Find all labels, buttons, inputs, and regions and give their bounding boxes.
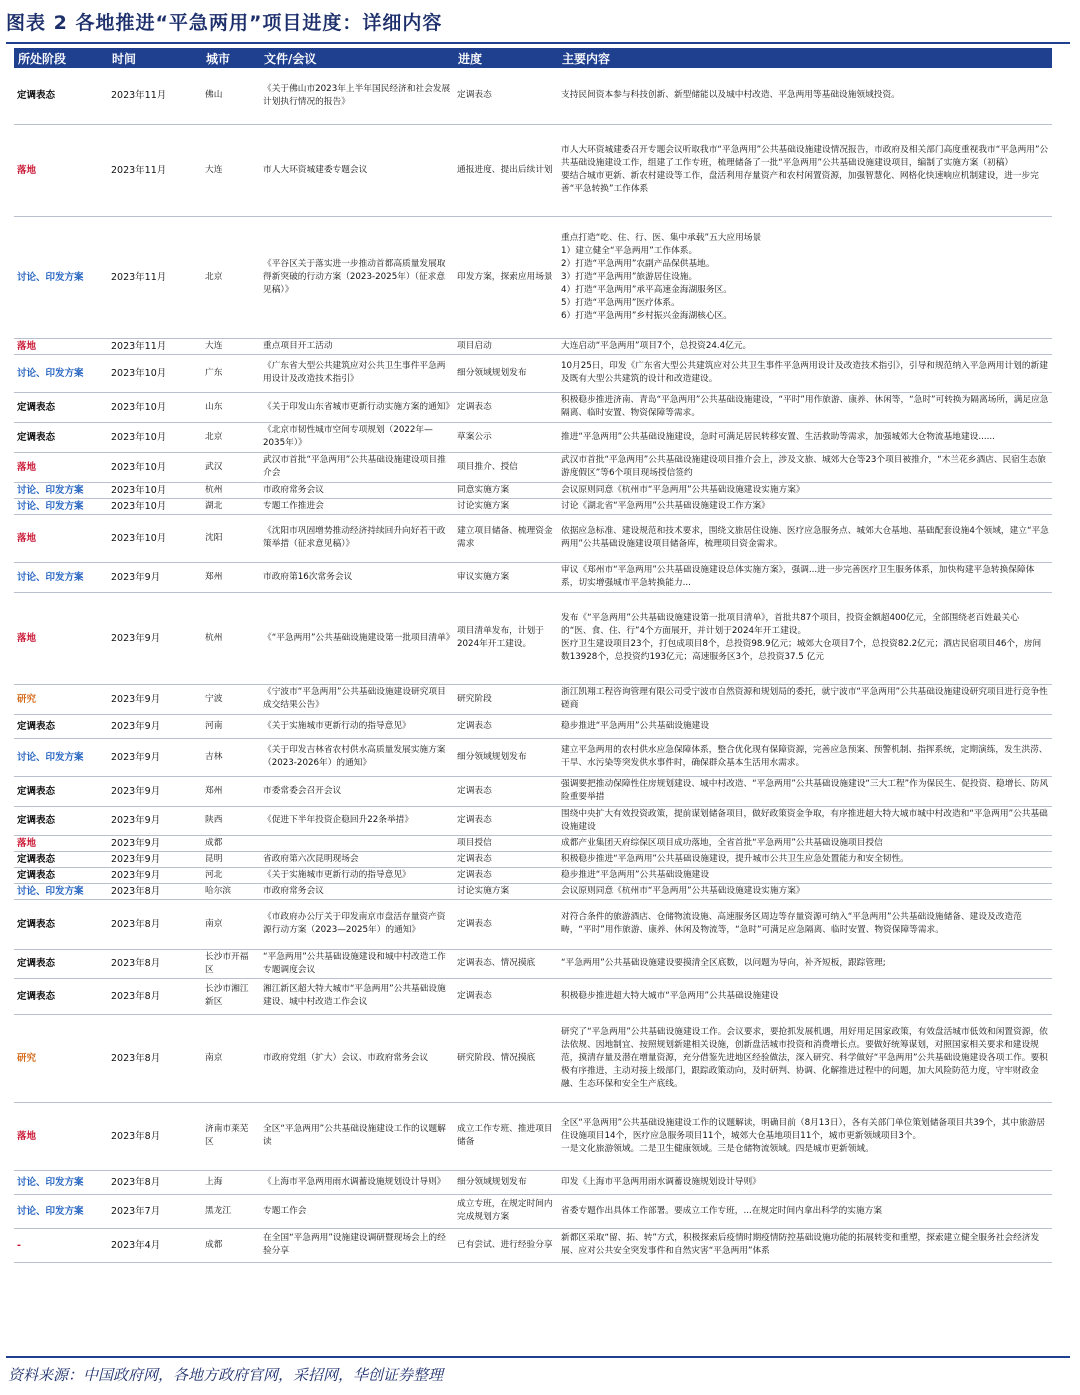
cell-time: 2023年8月 (108, 949, 202, 978)
cell-stage: 研究 (14, 1014, 108, 1102)
cell-document: 《北京市韧性城市空间专项规划（2022年—2035年）》 (260, 422, 454, 452)
cell-stage: 讨论、印发方案 (14, 883, 108, 899)
cell-progress: 定调表态、情况摸底 (454, 949, 558, 978)
cell-progress: 建立项目储备、梳理资金需求 (454, 514, 558, 562)
cell-content: 稳步推进“平急两用”公共基础设施建设 (558, 714, 1052, 738)
cell-document: 《宁波市“平急两用”公共基础设施建设研究项目成交结果公告》 (260, 684, 454, 714)
cell-stage: 定调表态 (14, 899, 108, 949)
table-row (14, 806, 1052, 835)
cell-time: 2023年11月 (108, 216, 202, 338)
cell-document: 《关于实施城市更新行动的指导意见》 (260, 867, 454, 883)
table-row (14, 338, 1052, 354)
cell-document: 《平谷区关于落实进一步推动首都高质量发展取得新突破的行动方案（2023-2025年）（征求意见稿）》 (260, 216, 454, 338)
cell-document: 专题工作推进会 (260, 498, 454, 514)
cell-document: 在全国“平急两用”设施建设调研暨现场会上的经验分享 (260, 1228, 454, 1262)
cell-progress: 项目推介、授信 (454, 452, 558, 482)
cell-time: 2023年10月 (108, 482, 202, 498)
table-row (14, 1170, 1052, 1194)
cell-document: 市政府常务会议 (260, 482, 454, 498)
cell-city: 河南 (202, 714, 260, 738)
cell-document: 《关于实施城市更新行动的指导意见》 (260, 714, 454, 738)
table-row (14, 1102, 1052, 1170)
cell-time: 2023年9月 (108, 776, 202, 806)
cell-progress: 定调表态 (454, 392, 558, 422)
table-row (14, 1194, 1052, 1228)
cell-progress: 讨论实施方案 (454, 498, 558, 514)
table-row (14, 216, 1052, 338)
header-time: 时间 (108, 48, 202, 68)
header-document: 文件/会议 (260, 48, 454, 68)
cell-stage: 讨论、印发方案 (14, 1170, 108, 1194)
table-row (14, 883, 1052, 899)
cell-time: 2023年9月 (108, 867, 202, 883)
table-row (14, 592, 1052, 684)
cell-stage: 讨论、印发方案 (14, 216, 108, 338)
table-row (14, 738, 1052, 776)
cell-city: 吉林 (202, 738, 260, 776)
cell-city: 济南市莱芜区 (202, 1102, 260, 1170)
cell-document: 专题工作会 (260, 1194, 454, 1228)
cell-time: 2023年8月 (108, 899, 202, 949)
cell-content: 会议原则同意《杭州市“平急两用”公共基础设施建设实施方案》 (558, 883, 1052, 899)
cell-progress: 定调表态 (454, 978, 558, 1014)
cell-progress: 定调表态 (454, 867, 558, 883)
cell-city: 大连 (202, 124, 260, 216)
table-row (14, 835, 1052, 851)
cell-stage: 定调表态 (14, 978, 108, 1014)
table-row (14, 1014, 1052, 1102)
header-progress: 进度 (454, 48, 558, 68)
cell-time: 2023年11月 (108, 68, 202, 124)
cell-city: 昆明 (202, 851, 260, 867)
cell-time: 2023年10月 (108, 392, 202, 422)
table-row (14, 498, 1052, 514)
cell-time: 2023年8月 (108, 1102, 202, 1170)
cell-city: 成都 (202, 835, 260, 851)
cell-time: 2023年9月 (108, 714, 202, 738)
cell-time: 2023年10月 (108, 354, 202, 392)
cell-stage: 落地 (14, 124, 108, 216)
cell-progress: 项目启动 (454, 338, 558, 354)
cell-stage: 讨论、印发方案 (14, 562, 108, 592)
cell-time: 2023年9月 (108, 851, 202, 867)
cell-content: 印发《上海市平急两用雨水调蓄设施规划设计导则》 (558, 1170, 1052, 1194)
table-header (14, 48, 1052, 68)
cell-city: 广东 (202, 354, 260, 392)
cell-content: 依据应急标准、建设规范和技术要求，围绕文旅居住设施、医疗应急服务点、城郊大仓基地、基础配套设施4个领域，建立“平急两用”公共基础设施建设项目储备库，梳理项目资金需求。 (558, 514, 1052, 562)
cell-stage: 讨论、印发方案 (14, 354, 108, 392)
cell-city: 上海 (202, 1170, 260, 1194)
cell-city: 武汉 (202, 452, 260, 482)
bottom-rule (6, 1356, 1070, 1358)
cell-progress: 印发方案，探索应用场景 (454, 216, 558, 338)
cell-content: 强调要把推动保障性住房规划建设、城中村改造、“平急两用”公共基础设施建设“三大工程”作为保民生、促投资、稳增长、防风险重要举措 (558, 776, 1052, 806)
cell-content: 成都产业集团天府综保区项目成功落地，全省首批“平急两用”公共基础设施项目授信 (558, 835, 1052, 851)
cell-city: 大连 (202, 338, 260, 354)
cell-progress: 通报进度、提出后续计划 (454, 124, 558, 216)
table-row (14, 68, 1052, 124)
cell-document: 《关于佛山市2023年上半年国民经济和社会发展计划执行情况的报告》 (260, 68, 454, 124)
cell-content: 审议《郑州市“平急两用”公共基础设施建设总体实施方案》，强调...进一步完善医疗卫生服务体系，加快构建平急转换保障体系，切实增强城市平急转换能力... (558, 562, 1052, 592)
cell-city: 郑州 (202, 562, 260, 592)
cell-time: 2023年9月 (108, 592, 202, 684)
cell-document (260, 835, 454, 851)
cell-time: 2023年10月 (108, 422, 202, 452)
cell-city: 南京 (202, 1014, 260, 1102)
cell-time: 2023年11月 (108, 124, 202, 216)
cell-stage: 讨论、印发方案 (14, 482, 108, 498)
cell-time: 2023年8月 (108, 1170, 202, 1194)
cell-content: 支持民间资本参与科技创新、新型储能以及城中村改造、平急两用等基础设施领域投资。 (558, 68, 1052, 124)
cell-content: 积极稳步推进济南、青岛“平急两用”公共基础设施建设，“平时”用作旅游、康养、休闲等，“急时”可转换为隔离场所，满足应急隔离、临时安置、物资保障等需求。 (558, 392, 1052, 422)
cell-progress: 细分领域规划发布 (454, 354, 558, 392)
cell-document: 市政府第16次常务会议 (260, 562, 454, 592)
cell-stage: 定调表态 (14, 422, 108, 452)
cell-stage: 定调表态 (14, 867, 108, 883)
cell-document: 武汉市首批“平急两用”公共基础设施建设项目推介会 (260, 452, 454, 482)
table-row (14, 422, 1052, 452)
cell-content: 全区“平急两用”公共基础设施建设工作的议题解读，明确目前（8月13日），各有关部门单位策划储备项目共39个，其中旅游居住设施项目14个，医疗应急服务项目11个，城郊大仓基地项目11个，城市更新领域项目3个。 一是文化旅游领域。二是卫生健康领域。三是仓储物流领域。四是城市更新领域。 (558, 1102, 1052, 1170)
cell-progress: 成立专班，在规定时间内完成规划方案 (454, 1194, 558, 1228)
cell-progress: 草案公示 (454, 422, 558, 452)
table-body (14, 68, 1052, 1262)
table-row (14, 851, 1052, 867)
cell-progress: 研究阶段、情况摸底 (454, 1014, 558, 1102)
cell-document: 《“平急两用”公共基础设施建设第一批项目清单》 (260, 592, 454, 684)
table-row (14, 482, 1052, 498)
cell-content: 积极稳步推进超大特大城市“平急两用”公共基础设施建设 (558, 978, 1052, 1014)
cell-document: 省政府第六次昆明现场会 (260, 851, 454, 867)
cell-document: 《关于印发山东省城市更新行动实施方案的通知》 (260, 392, 454, 422)
header-stage: 所处阶段 (14, 48, 108, 68)
cell-time: 2023年9月 (108, 738, 202, 776)
table-row (14, 949, 1052, 978)
table-row (14, 354, 1052, 392)
cell-progress: 定调表态 (454, 851, 558, 867)
cell-document: 《沈阳市巩固增势推动经济持续回升向好若干政策举措（征求意见稿）》 (260, 514, 454, 562)
cell-progress: 已有尝试、进行经验分享 (454, 1228, 558, 1262)
cell-city: 湖北 (202, 498, 260, 514)
table-row (14, 1228, 1052, 1262)
cell-document: 市政府党组（扩大）会议、市政府常务会议 (260, 1014, 454, 1102)
cell-city: 南京 (202, 899, 260, 949)
cell-content: 围绕中央扩大有效投资政策，提前谋划储备项目，做好政策资金争取，有序推进超大特大城市城中村改造和“平急两用”公共基础设施建设 (558, 806, 1052, 835)
cell-city: 佛山 (202, 68, 260, 124)
top-rule (6, 42, 1070, 44)
table-row (14, 684, 1052, 714)
figure-title: 图表 2 各地推进“平急两用”项目进度：详细内容 (6, 12, 443, 34)
cell-time: 2023年8月 (108, 883, 202, 899)
cell-stage: 落地 (14, 1102, 108, 1170)
cell-stage: 研究 (14, 684, 108, 714)
cell-progress: 定调表态 (454, 714, 558, 738)
cell-stage: 落地 (14, 592, 108, 684)
cell-progress: 研究阶段 (454, 684, 558, 714)
cell-progress: 成立工作专班、推进项目储备 (454, 1102, 558, 1170)
cell-city: 宁波 (202, 684, 260, 714)
cell-time: 2023年7月 (108, 1194, 202, 1228)
cell-progress: 定调表态 (454, 899, 558, 949)
cell-stage: 定调表态 (14, 949, 108, 978)
cell-city: 杭州 (202, 482, 260, 498)
table-row (14, 867, 1052, 883)
cell-progress: 细分领域规划发布 (454, 738, 558, 776)
cell-time: 2023年4月 (108, 1228, 202, 1262)
table-row (14, 978, 1052, 1014)
cell-content: 积极稳步推进“平急两用”公共基础设施建设，提升城市公共卫生应急处置能力和安全韧性。 (558, 851, 1052, 867)
cell-stage: 落地 (14, 514, 108, 562)
cell-content: 会议原则同意《杭州市“平急两用”公共基础设施建设实施方案》 (558, 482, 1052, 498)
cell-progress: 审议实施方案 (454, 562, 558, 592)
cell-stage: 定调表态 (14, 68, 108, 124)
cell-content: 讨论《湖北省“平急两用”公共基础设施建设工作方案》 (558, 498, 1052, 514)
cell-content: 大连启动“平急两用”项目7个，总投资24.4亿元。 (558, 338, 1052, 354)
cell-time: 2023年9月 (108, 684, 202, 714)
cell-time: 2023年10月 (108, 452, 202, 482)
cell-stage: 定调表态 (14, 714, 108, 738)
cell-stage: 讨论、印发方案 (14, 498, 108, 514)
cell-time: 2023年9月 (108, 835, 202, 851)
progress-table (14, 48, 1052, 1263)
cell-progress: 讨论实施方案 (454, 883, 558, 899)
cell-progress: 定调表态 (454, 776, 558, 806)
cell-progress: 项目清单发布，计划于2024年开工建设。 (454, 592, 558, 684)
cell-time: 2023年9月 (108, 806, 202, 835)
cell-document: “平急两用”公共基础设施建设和城中村改造工作专题调度会议 (260, 949, 454, 978)
cell-document: 《市政府办公厅关于印发南京市盘活存量资产资源行动方案（2023—2025年）的通知》 (260, 899, 454, 949)
cell-content: 市人大环资城建委召开专题会议听取我市“平急两用”公共基础设施建设情况报告，市政府及相关部门高度重视我市“平急两用”公共基础设施建设工作，组建了工作专班，梳理储备了一批“平急两用”公共基础设施建设项目，编制了实施方案（初稿） 要结合城市更新、新农村建设等工作，盘活利用存量资产和农村闲置资源，加强智慧化、网格化快速响应机制建设，进一步完善“平急转换”工作体系 (558, 124, 1052, 216)
cell-city: 长沙市湘江新区 (202, 978, 260, 1014)
table-row (14, 562, 1052, 592)
cell-city: 河北 (202, 867, 260, 883)
cell-progress: 定调表态 (454, 68, 558, 124)
cell-city: 郑州 (202, 776, 260, 806)
cell-stage: 落地 (14, 338, 108, 354)
table-row (14, 392, 1052, 422)
cell-time: 2023年10月 (108, 514, 202, 562)
cell-progress: 定调表态 (454, 806, 558, 835)
cell-document: 《广东省大型公共建筑应对公共卫生事件平急两用设计及改造技术指引》 (260, 354, 454, 392)
cell-stage: 讨论、印发方案 (14, 1194, 108, 1228)
cell-content: 发布《“平急两用”公共基础设施建设第一批项目清单》，首批共87个项目，投资金额超400亿元，全部围绕老百姓最关心的“医、食、住、行”4个方面展开，并计划于2024年开工建设。 医疗卫生建设项目23个，打包成项目8个，总投资98.9亿元；城郊大仓项目7个，总投资82.2亿元；酒店民宿项目46个，房间数13928个，总投资约193亿元；高速服务区3个，总投资37.5 亿元 (558, 592, 1052, 684)
cell-progress: 细分领域规划发布 (454, 1170, 558, 1194)
cell-content: 建立平急两用的农村供水应急保障体系，整合优化现有保障资源，完善应急预案、预警机制、指挥系统，定期演练，发生洪涝、干旱、水污染等突发供水事件时，确保群众基本生活用水需求。 (558, 738, 1052, 776)
cell-city: 长沙市开福区 (202, 949, 260, 978)
table-row (14, 714, 1052, 738)
cell-city: 北京 (202, 422, 260, 452)
cell-document: 湘江新区超大特大城市“平急两用”公共基础设施建设、城中村改造工作会议 (260, 978, 454, 1014)
cell-time: 2023年10月 (108, 498, 202, 514)
cell-document: 全区“平急两用”公共基础设施建设工作的议题解读 (260, 1102, 454, 1170)
cell-stage: - (14, 1228, 108, 1262)
table-row (14, 776, 1052, 806)
cell-document: 《关于印发吉林省农村供水高质量发展实施方案（2023-2026年）的通知》 (260, 738, 454, 776)
cell-city: 哈尔滨 (202, 883, 260, 899)
table-row (14, 452, 1052, 482)
cell-stage: 定调表态 (14, 776, 108, 806)
cell-progress: 项目授信 (454, 835, 558, 851)
cell-stage: 定调表态 (14, 392, 108, 422)
cell-document: 重点项目开工活动 (260, 338, 454, 354)
cell-stage: 落地 (14, 452, 108, 482)
cell-content: 稳步推进“平急两用”公共基础设施建设 (558, 867, 1052, 883)
source-note: 资料来源：中国政府网，各地方政府官网，采招网，华创证券整理 (8, 1366, 444, 1384)
cell-stage: 讨论、印发方案 (14, 738, 108, 776)
cell-city: 山东 (202, 392, 260, 422)
cell-city: 陕西 (202, 806, 260, 835)
cell-document: 市委常委会召开会议 (260, 776, 454, 806)
cell-time: 2023年11月 (108, 338, 202, 354)
cell-content: 武汉市首批“平急两用”公共基础设施建设项目推介会上，涉及文旅、城郊大仓等23个项目被推介，“木兰花乡酒店、民宿生态旅游度假区”等6个项目现场授信签约 (558, 452, 1052, 482)
cell-content: 10月25日，印发《广东省大型公共建筑应对公共卫生事件平急两用设计及改造技术指引》，引导和规范纳入平急两用计划的新建及既有大型公共建筑的设计和改造建设。 (558, 354, 1052, 392)
cell-content: 浙江凯翔工程咨询管理有限公司受宁波市自然资源和规划局的委托，就宁波市“平急两用”公共基础设施建设研究项目进行竞争性磋商 (558, 684, 1052, 714)
cell-content: 省委专题作出具体工作部署。要成立工作专班，...在规定时间内拿出科学的实施方案 (558, 1194, 1052, 1228)
cell-city: 沈阳 (202, 514, 260, 562)
cell-city: 北京 (202, 216, 260, 338)
cell-content: 对符合条件的旅游酒店、仓储物流设施、高速服务区周边等存量资源可纳入“平急两用”公共基础设施储备、建设及改造范畴，“平时”用作旅游、康养、休闲及物流等，“急时”可满足应急隔离、临时安置、物资保障等需求。 (558, 899, 1052, 949)
cell-document: 市政府常务会议 (260, 883, 454, 899)
cell-time: 2023年8月 (108, 1014, 202, 1102)
cell-content: 新都区采取“留、拓、转”方式，积极探索后疫情时期疫情防控基础设施功能的拓展转变和重塑，探索建立健全服务社会经济发展、应对公共安全突发事件和自然灾害“平急两用”体系 (558, 1228, 1052, 1262)
cell-content: “平急两用”公共基础设施建设要摸清全区底数，以问题为导向，补齐短板，跟踪管理; (558, 949, 1052, 978)
cell-stage: 定调表态 (14, 806, 108, 835)
table-row (14, 514, 1052, 562)
header-city: 城市 (202, 48, 260, 68)
cell-time: 2023年8月 (108, 978, 202, 1014)
cell-city: 黑龙江 (202, 1194, 260, 1228)
cell-content: 研究了“平急两用”公共基础设施建设工作。会议要求，要抢抓发展机遇，用好用足国家政策，有效盘活城市低效和闲置资源，依法依规、因地制宜、按照规划新建相关设施，创新盘活城市投资和消费增长点。要做好统筹谋划，对照国家相关要求和建设规范，摸清存量及潜在增量资源，充分借鉴先进地区经验做法，深入研究、科学做好“平急两用”公共基础设施建设各项工作。要积极有序推进，主动对接上级部门，跟踪政策动向，及时研判、协调、化解推进过程中的问题，加大风险防范力度，守牢财政金融、生态环保和安全生产底线。 (558, 1014, 1052, 1102)
cell-progress: 同意实施方案 (454, 482, 558, 498)
cell-stage: 定调表态 (14, 851, 108, 867)
cell-content: 重点打造“吃、住、行、医、集中承载”五大应用场景 1）建立健全“平急两用”工作体系。 2）打造“平急两用”农副产品保供基地。 3）打造“平急两用”旅游居住设施。 4）打造“平急两用”承平高速金海湖服务区。 5）打造“平急两用”医疗体系。 6）打造“平急两用”乡村振兴金海湖核心区。 (558, 216, 1052, 338)
cell-document: 市人大环资城建委专题会议 (260, 124, 454, 216)
cell-content: 推进“平急两用”公共基础设施建设，急时可满足居民转移安置、生活救助等需求，加强城郊大仓物流基地建设...... (558, 422, 1052, 452)
cell-city: 成都 (202, 1228, 260, 1262)
cell-stage: 落地 (14, 835, 108, 851)
cell-document: 《促进下半年投资企稳回升22条举措》 (260, 806, 454, 835)
cell-time: 2023年9月 (108, 562, 202, 592)
cell-city: 杭州 (202, 592, 260, 684)
table-row (14, 124, 1052, 216)
cell-document: 《上海市平急两用雨水调蓄设施规划设计导则》 (260, 1170, 454, 1194)
table-row (14, 899, 1052, 949)
header-content: 主要内容 (558, 48, 1052, 68)
